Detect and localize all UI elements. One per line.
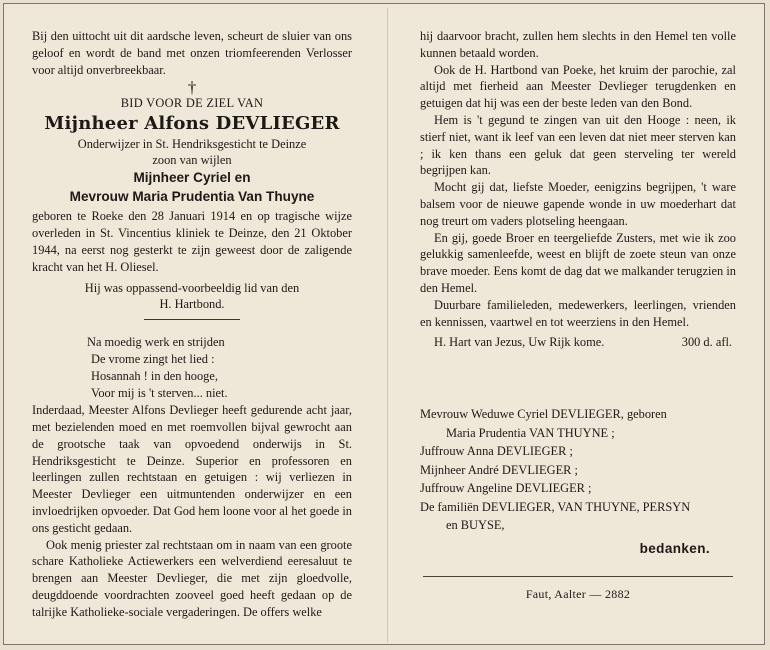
thanks-line: Mijnheer André DEVLIEGER ; [420, 462, 578, 477]
friends-text: Duurbare familieleden, medewerkers, leerlingen, vrienden en kennissen, vaartwel en tot weerziens in den Hemel. [420, 297, 736, 329]
intro-text: Bij den uittocht uit dit aardsche leven, scheurt de sluier van ons geloof en wordt de band met onzen triomfeerenden Verlosser voor altijd onverbreekbaar. [32, 29, 352, 77]
cross-icon: † [187, 78, 197, 98]
deceased-name: Mijnheer Alfons DEVLIEGER [44, 113, 340, 135]
divider [144, 319, 240, 320]
printer-divider [423, 576, 733, 577]
mother-name: Mevrouw Maria Prudentia Van Thuyne [69, 189, 315, 205]
prayer-row [420, 334, 736, 351]
thanks-list [420, 405, 736, 535]
prayer-text: H. Hart van Jezus, Uw Rijk kome. [434, 335, 605, 350]
birth-death-text: geboren te Roeke den 28 Januari 1914 en op tragische wijze overleden in St. Vincentius kliniek te Deinze, den 21 Oktober 1944, na eerst nog gesterkt te zijn geweest door de zaligende kracht van het H. Oliesel. [32, 209, 352, 274]
continued-text: hij daarvoor bracht, zullen hem slechts in den Hemel ten volle kunnen betaald worden. [420, 29, 736, 60]
printer-info: Faut, Aalter — 2882 [525, 586, 631, 601]
tribute-text: Inderdaad, Meester Alfons Devlieger heeft gedurende acht jaar, met bezielenden moed en met roemvollen bijval gewrocht aan de grootsche taak van opvoedend onderwijs in St. Hendriksgesticht te Deinze. Superior en professoren en leerlingen zullen rechtstaan en getuigen : wij verliezen in Meester Devlieger een uitmuntenden onderwijzer en een invloedrijken opvoeder. Dat God hem loone voor al het goede in ons gesticht gedaan. [32, 403, 352, 535]
thanks-line: Mevrouw Weduwe Cyriel DEVLIEGER, geboren [420, 407, 667, 422]
thanks-line: Juffrouw Anna DEVLIEGER ; [420, 444, 573, 459]
poem [87, 334, 352, 402]
indulgence-text: 300 d. afl. [681, 335, 732, 350]
poem-line: Na moedig werk en strijden [87, 335, 225, 350]
occupation: Onderwijzer in St. Hendriksgesticht te Deinze [77, 137, 307, 152]
left-panel [32, 28, 352, 621]
poem-line: De vrome zingt het lied : [91, 352, 215, 367]
closing-bedanken: bedanken. [639, 540, 710, 556]
right-panel [420, 28, 736, 602]
thanks-line: Maria Prudentia VAN THUYNE ; [446, 425, 615, 440]
hartbond-text: Ook de H. Hartbond van Poeke, het kruim der parochie, zal altijd met fierheid aan Meester Devlieger terugdenken en getuigen dat hij was een der beste leden van den Bond. [420, 62, 736, 111]
thanks-line: Juffrouw Angeline DEVLIEGER ; [420, 481, 592, 496]
poem-line: Voor mij is 't sterven... niet. [91, 386, 228, 401]
thanks-line: en BUYSE, [446, 518, 505, 533]
quote-text: Hem is 't gegund te zingen van uit den Hooge : neen, ik stierf niet, want ik leef van een leven dat niet meer sterven kan ; ik ken thans een geluk dat geen sterveling ter wereld begrijpen kan. [420, 112, 736, 178]
poem-line: Hosannah ! in den hooge, [91, 369, 218, 384]
heading-bid: BID VOOR DE ZIEL VAN [120, 96, 264, 111]
siblings-text: En gij, goede Broer en teergeliefde Zusters, met wie ik zoo gelukkig samenleefde, weest en blijft de zoete steun van onze brave moeder. Eens komt de dag dat we malkander terugzien in den Hemel. [420, 230, 736, 295]
card-fold-line [387, 8, 388, 642]
mother-text: Mocht gij dat, liefste Moeder, eenigzins begrijpen, 't ware balsem voor de nieuwe gapende wonde in uw moederhart dat nog treurt om vaders plotseling heengaan. [420, 180, 736, 228]
priest-text: Ook menig priester zal rechtstaan om in naam van een groote schare Katholieke Actiewerkers een welverdiend eeresaluut te brengen aan Meester Devlieger, die met zijn gloedvolle, deugddoende voordrachten zooveel goed heeft gedaan op de talrijke Katholieke-sociale vergaderingen. De offers welke [32, 537, 352, 619]
memorial-card [3, 3, 765, 645]
son-of: zoon van wijlen [152, 153, 232, 168]
thanks-line: De familiën DEVLIEGER, VAN THUYNE, PERSYN [420, 499, 691, 514]
father-name: Mijnheer Cyriel en [133, 170, 251, 186]
member-text: Hij was oppassend-voorbeeldig lid van den H. Hartbond. [84, 280, 300, 312]
